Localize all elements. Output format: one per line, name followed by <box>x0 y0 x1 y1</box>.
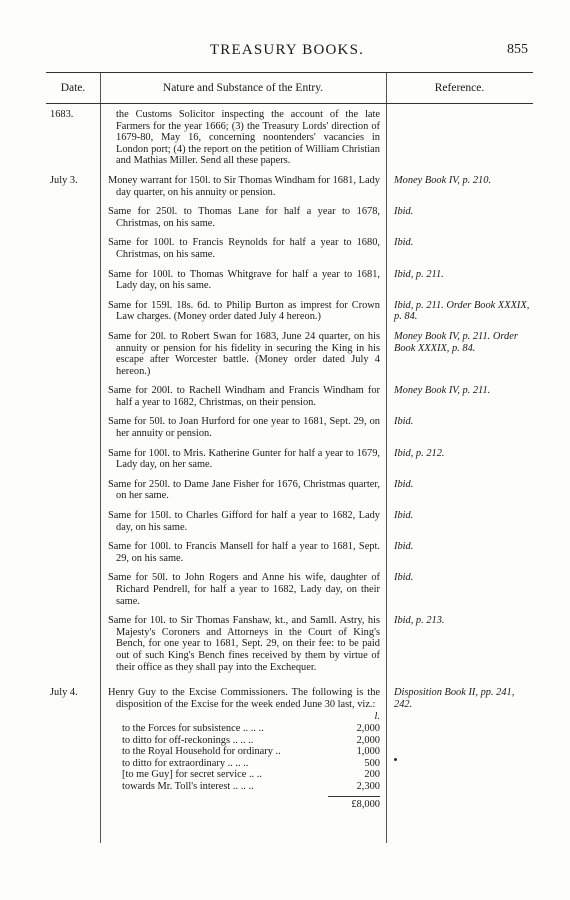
entry-reference <box>386 109 533 167</box>
entry-text: Same for 100l. to Mris. Katherine Gunter for half a year to 1679, Lady day, on her same. <box>108 447 380 471</box>
list-item <box>108 723 380 735</box>
currency-unit: l. <box>374 711 380 723</box>
entry-reference: Money Book IV, p. 210. <box>394 174 492 186</box>
table-row <box>46 300 533 323</box>
entry-date <box>46 206 100 229</box>
entry-date <box>46 385 100 408</box>
page-title: TREASURY BOOKS. <box>209 42 365 58</box>
entry-text: Same for 100l. to Francis Mansell for half a year to 1681, Sept. 29, on his same. <box>108 541 380 564</box>
entry-text: Same for 10l. to Sir Thomas Fanshaw, kt., and Samll. Astry, his Majesty's Coroners and Attorneys in the Court of King's Bench, for one year to 1681, Sept. 29, on their fee: to be paid out of such King's Bench fines received by them by virtue of their office as they shall pay into the Exchequer. <box>108 615 380 673</box>
entry-text: Henry Guy to the Excise Commissioners. The following is the disposition of the Excise for the week ended June 30 last, viz.: <box>108 687 380 710</box>
table-row <box>46 416 533 439</box>
entry-date <box>46 269 100 292</box>
item-label: towards Mr. Toll's interest .. .. .. <box>122 780 254 792</box>
entry-date: July 4. <box>50 687 78 699</box>
item-label: to ditto for off-reckonings .. .. .. <box>122 734 254 746</box>
item-amount: 500 <box>364 757 380 769</box>
entry-text: Same for 150l. to Charles Gifford for half a year to 1682, Lady day, on his same. <box>108 510 380 533</box>
entry-date <box>46 331 100 377</box>
table-header <box>46 73 533 104</box>
ink-speck <box>394 758 397 761</box>
entry-text: Same for 100l. to Thomas Whitgrave for half a year to 1681, Lady day, on his same. <box>108 268 380 292</box>
entry-reference: Ibid. <box>394 541 414 553</box>
list-item <box>108 781 380 793</box>
entry-date <box>46 479 100 502</box>
table-row <box>46 175 533 198</box>
excise-disposition-row <box>46 687 533 810</box>
entry-reference: Disposition Book II, pp. 241, 242. <box>394 687 515 710</box>
page-number: 855 <box>507 42 528 57</box>
entry-text: Money warrant for 150l. to Sir Thomas Windham for 1681, Lady day quarter, on his annuity or pension. <box>108 174 380 198</box>
entry-text: the Customs Solicitor inspecting the account of the late Farmers for the year 1666; (3) the Treasury Lords' direction of 1679-80, May 16, concerning noontenders' vacancies in London port; (4) the report on the petition of William Christian and Mathias Miller. Send all these papers. <box>116 109 380 167</box>
entry-text: Same for 50l. to Joan Hurford for one year to 1681, Sept. 29, on her annuity or pension. <box>108 416 380 440</box>
disposition-list <box>108 711 380 792</box>
table-row <box>46 237 533 260</box>
entry-reference: Ibid, p. 212. <box>394 447 445 459</box>
item-amount: 200 <box>364 769 380 781</box>
entry-text: Same for 159l. 18s. 6d. to Philip Burton as imprest for Crown Law charges. (Money order dated July 4 hereon.) <box>108 299 380 323</box>
item-amount: 2,000 <box>356 734 380 746</box>
item-amount: 2,000 <box>356 722 380 734</box>
entry-reference: Ibid, p. 211. Order Book XXXIX, p. 84. <box>394 299 530 323</box>
table-row <box>46 206 533 229</box>
entry-reference: Ibid, p. 213. <box>394 615 445 627</box>
table-row <box>46 510 533 533</box>
table-row <box>46 615 533 673</box>
list-item <box>108 746 380 758</box>
disposition-total <box>108 796 380 811</box>
entry-reference: Ibid, p. 211. <box>394 268 444 280</box>
entry-date <box>46 541 100 564</box>
entries-table <box>46 72 533 843</box>
entry-date: July 3. <box>50 174 78 186</box>
reference-column-header: Reference. <box>434 82 485 94</box>
entry-reference: Ibid. <box>394 478 414 490</box>
table-row <box>46 109 533 167</box>
entry-reference: Ibid. <box>394 206 414 218</box>
table-row <box>46 479 533 502</box>
entry-reference: Ibid. <box>394 237 414 249</box>
entry-date <box>46 615 100 673</box>
table-row <box>46 572 533 607</box>
entry-text: Same for 50l. to John Rogers and Anne his wife, daughter of Richard Pendrell, for half a year to 1682, Lady day, on their same. <box>108 572 380 607</box>
item-amount: 1,000 <box>356 746 380 758</box>
entry-text: Same for 100l. to Francis Reynolds for half a year to 1680, Christmas, on his same. <box>108 237 380 260</box>
running-head <box>46 42 528 62</box>
entry-text: Same for 250l. to Dame Jane Fisher for 1676, Christmas quarter, on her same. <box>108 478 380 502</box>
entry-date <box>46 572 100 607</box>
entry-date <box>46 510 100 533</box>
list-item <box>108 758 380 770</box>
item-label: to ditto for extraordinary .. .. .. <box>122 757 249 769</box>
entry-text: Same for 20l. to Robert Swan for 1683, June 24 quarter, on his annuity or pension for his fidelity in securing the King in his escape after Worcester battle. (Money order dated July 4 hereon.) <box>108 330 380 377</box>
entry-reference: Ibid. <box>394 572 414 584</box>
list-item <box>108 769 380 781</box>
entry-reference: Ibid. <box>394 416 414 428</box>
table-row <box>46 269 533 292</box>
entry-date <box>46 416 100 439</box>
table-row <box>46 331 533 377</box>
entry-date: 1683. <box>50 109 74 120</box>
entry-date <box>46 300 100 323</box>
entry-text: Same for 200l. to Rachell Windham and Francis Windham for half a year to 1682, Christmas, on their pension. <box>108 385 380 408</box>
item-amount: 2,300 <box>356 780 380 792</box>
entry-reference: Ibid. <box>394 510 414 522</box>
list-item <box>108 735 380 747</box>
entry-date <box>46 237 100 260</box>
table-row <box>46 385 533 408</box>
list-item <box>108 711 380 723</box>
item-label: [to me Guy] for secret service .. .. <box>122 769 262 781</box>
nature-column-header: Nature and Substance of the Entry. <box>162 82 324 94</box>
table-row <box>46 448 533 471</box>
entry-date <box>46 448 100 471</box>
entry-reference: Money Book IV, p. 211. Order Book XXXIX, p. 84. <box>394 330 518 354</box>
date-column-header: Date. <box>60 82 86 94</box>
table-body <box>46 109 533 818</box>
item-label: to the Forces for subsistence .. .. .. <box>122 722 264 734</box>
table-row <box>46 541 533 564</box>
item-label: to the Royal Household for ordinary .. <box>122 746 281 758</box>
total-amount: £8,000 <box>328 796 380 811</box>
entry-reference: Money Book IV, p. 211. <box>394 385 491 397</box>
entry-text: Same for 250l. to Thomas Lane for half a year to 1678, Christmas, on his same. <box>108 206 380 229</box>
